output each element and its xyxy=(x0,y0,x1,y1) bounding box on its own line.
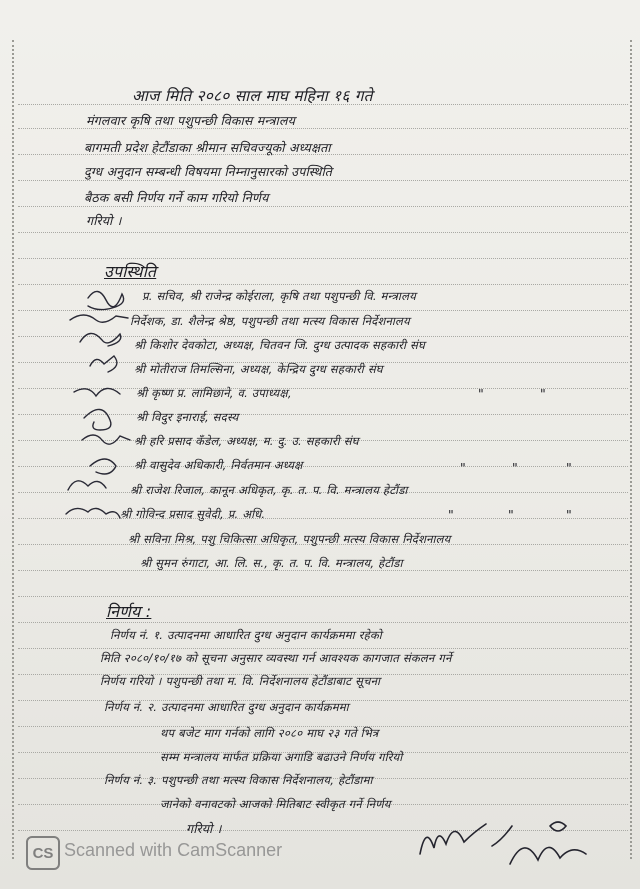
attendee-7: श्री हरि प्रसाद कँडेल, अध्यक्ष, म. दु. उ. सहकारी संघ xyxy=(134,434,359,448)
ditto-mark: " xyxy=(512,460,518,475)
ditto-mark: " xyxy=(508,507,514,522)
attendee-2: निर्देशक, डा. शैलेन्द्र श्रेष्ठ, पशुपन्छी तथा मत्स्य विकास निर्देशनालय xyxy=(130,314,410,328)
closing-signatures xyxy=(400,806,610,876)
camscanner-logo: CS xyxy=(26,836,60,870)
attendee-10: श्री गोविन्द प्रसाद सुवेदी, प्र. अधि. xyxy=(120,507,266,521)
ditto-mark: " xyxy=(448,507,454,522)
decision-line-5: थप बजेट माग गर्नको लागि २०८० माघ २३ गते भित्र xyxy=(160,726,379,740)
decision-line-3: निर्णय गरियो । पशुपन्छी तथा म. वि. निर्देशनालय हेटौंडाबाट सूचना xyxy=(100,674,381,688)
decision-line-1: निर्णय नं. १. उत्पादनमा आधारित दुग्ध अनुदान कार्यक्रममा रहेको xyxy=(110,628,382,642)
intro-line-2: मंगलवार कृषि तथा पशुपन्छी विकास मन्त्रालय xyxy=(86,113,296,128)
decision-line-8: जानेको वनावटको आजको मितिबाट स्वीकृत गर्ने निर्णय xyxy=(160,797,391,811)
decision-line-2: मिति २०८०/१०/१७ को सूचना अनुसार व्यवस्था गर्न आवश्यक कागजात संकलन गर्ने xyxy=(100,651,452,665)
attendee-5: श्री कृष्ण प्र. लामिछाने, व. उपाध्यक्ष, xyxy=(136,386,292,400)
ditto-mark: " xyxy=(566,507,572,522)
attendee-9: श्री राजेश रिजाल, कानून अधिकृत, कृ. त. प. वि. मन्त्रालय हेटौंडा xyxy=(130,483,408,497)
attendee-4: श्री मोतीराज तिमल्सिना, अध्यक्ष, केन्द्रिय दुग्ध सहकारी संघ xyxy=(134,362,383,376)
decision-line-7: निर्णय नं. ३. पशुपन्छी तथा मत्स्य विकास निर्देशनालय, हेटौंडामा xyxy=(104,773,373,787)
decision-line-4: निर्णय नं. २. उत्पादनमा आधारित दुग्ध अनुदान कार्यक्रममा xyxy=(104,700,349,714)
intro-line-3: बागमती प्रदेश हेटौंडाका श्रीमान सचिवज्यूको अध्यक्षता xyxy=(84,140,331,155)
attendee-11: श्री सविना मिश्र, पशु चिकित्सा अधिकृत, पशुपन्छी मत्स्य विकास निर्देशनालय xyxy=(128,532,451,546)
scanner-watermark: Scanned with CamScanner xyxy=(64,840,283,860)
intro-line-6: गरियो । xyxy=(86,213,122,228)
attendee-1: प्र. सचिव, श्री राजेन्द्र कोईराला, कृषि तथा पशुपन्छी वि. मन्त्रालय xyxy=(142,289,416,303)
ditto-mark: " xyxy=(540,386,546,401)
decision-line-9: गरियो । xyxy=(186,821,222,836)
attendee-6: श्री विदुर इनाराई, सदस्य xyxy=(136,410,239,424)
ditto-mark: " xyxy=(478,386,484,401)
intro-line-4: दुग्ध अनुदान सम्बन्धी विषयमा निम्नानुसारको उपस्थिति xyxy=(84,164,333,179)
decision-line-6: सम्म मन्त्रालय मार्फत प्रक्रिया अगाडि बढाउने निर्णय गरियो xyxy=(160,750,403,764)
attendee-12: श्री सुमन रुंगाटा, आ. लि. स., कृ. त. प. वि. मन्त्रालय, हेटौंडा xyxy=(140,556,403,570)
attendee-8: श्री वासुदेव अधिकारी, निर्वतमान अध्यक्ष xyxy=(134,458,303,472)
decision-heading: निर्णय : xyxy=(106,602,152,621)
signature-column xyxy=(60,280,170,530)
ditto-mark: " xyxy=(566,460,572,475)
attendee-3: श्री किशोर देवकोटा, अध्यक्ष, चितवन जि. दुग्ध उत्पादक सहकारी संघ xyxy=(134,338,425,352)
attendance-heading: उपस्थिति xyxy=(104,262,157,281)
intro-line-5: बैठक बसी निर्णय गर्ने काम गरियो निर्णय xyxy=(84,190,269,205)
ditto-mark: " xyxy=(460,460,466,475)
intro-line-1: आज मिति २०८० साल माघ महिना १६ गते xyxy=(132,87,373,105)
